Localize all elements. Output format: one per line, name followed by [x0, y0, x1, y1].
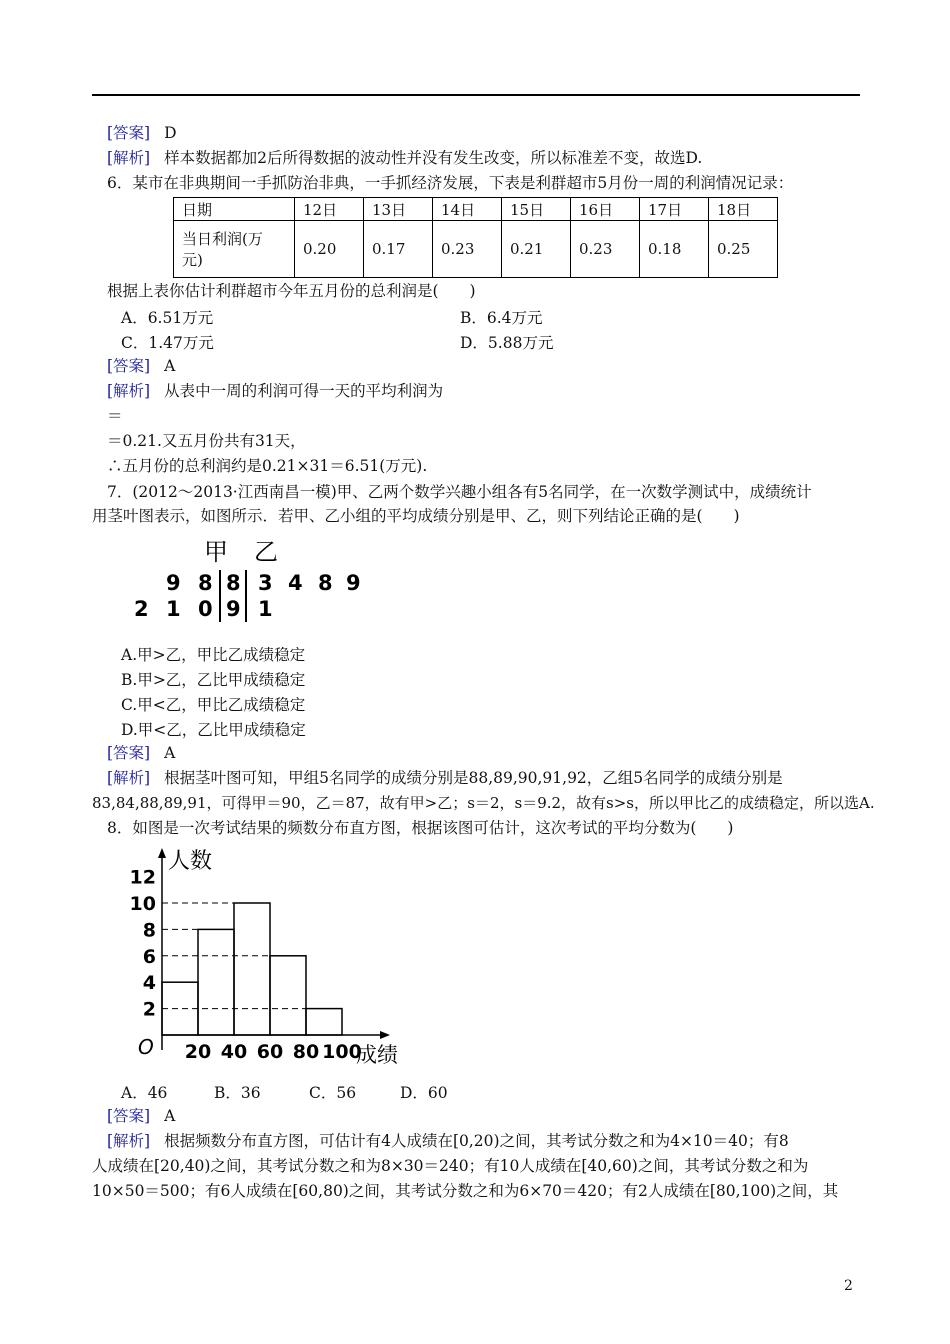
q6-question: 根据上表你估计利群超市今年五月份的总利润是( ): [107, 282, 476, 300]
y-axis-arrow-icon: [158, 848, 166, 858]
q8-analysis-text: 根据频数分布直方图，可估计有4人成绩在[0,20)之间，其考试分数之和为4×10＝40；有8: [164, 1132, 789, 1150]
q6-answer: A: [164, 357, 176, 375]
profit-table-value-row: [174, 221, 778, 278]
header-rule: [92, 94, 860, 96]
answer-tag: [答案]: [107, 1107, 151, 1125]
table-cell: 0.23: [433, 221, 502, 278]
q5-analysis-line: [107, 148, 702, 168]
page-number: 2: [844, 1278, 853, 1294]
q8-analysis-line-2: 人成绩在[20,40)之间，其考试分数之和为8×30＝240；有10人成绩在[40,60)之间，其考试分数之和为: [92, 1157, 809, 1175]
leaf: 8: [318, 571, 333, 595]
q6-option-d: D．5.88万元: [460, 334, 554, 352]
table-row-label: [174, 221, 295, 278]
q6-analysis-text: 从表中一周的利润可得一天的平均利润为: [164, 382, 444, 400]
leaf: 3: [258, 571, 273, 595]
leaf: 9: [346, 571, 361, 595]
stem: 8: [226, 571, 241, 595]
q8-answer: A: [164, 1107, 176, 1125]
stem-leaf-plot: [120, 530, 380, 630]
x-tick-label: 80: [292, 1041, 320, 1063]
x-axis-label: 成绩: [356, 1043, 398, 1067]
y-tick-label: 10: [129, 893, 156, 915]
row-label-line-2: 元): [182, 251, 203, 269]
answer-tag: [答案]: [107, 744, 151, 762]
x-axis-arrow-icon: [380, 1031, 390, 1039]
stem-leaf-left-title: 甲: [204, 538, 228, 566]
leaf: 1: [258, 597, 273, 621]
x-tick-label: 100: [322, 1041, 362, 1063]
table-cell: 0.18: [640, 221, 709, 278]
histogram-bar: [270, 956, 306, 1035]
profit-table: [173, 197, 778, 278]
leaf: 8: [198, 571, 213, 595]
leaf: 0: [198, 597, 213, 621]
y-tick-label: 2: [142, 998, 156, 1021]
q7-option-a: A.甲>乙，甲比乙成绩稳定: [121, 646, 306, 664]
x-tick-label: 40: [220, 1041, 248, 1063]
leaf: 2: [134, 597, 149, 621]
q6-option-b: B．6.4万元: [460, 309, 543, 327]
q6-analysis-line-4: ∴五月份的总利润约是0.21×31＝6.51(万元).: [107, 457, 428, 475]
table-cell: 0.20: [295, 221, 364, 278]
row-label-line-1: 当日利润(万: [182, 230, 263, 248]
answer-tag: [答案]: [107, 357, 151, 375]
q6-analysis-line-3: ＝0.21.又五月份共有31天，: [107, 432, 306, 450]
analysis-tag: [解析]: [107, 1132, 151, 1150]
y-tick-label: 6: [142, 945, 156, 968]
q8-answer-line: [107, 1106, 175, 1126]
q8-stem: 8．如图是一次考试结果的频数分布直方图，根据该图可估计，这次考试的平均分数为( ): [107, 819, 734, 837]
profit-table-header-row: [174, 198, 778, 221]
q8-option-a: A．46: [121, 1084, 168, 1102]
table-cell: 15日: [502, 198, 571, 221]
analysis-tag: [解析]: [107, 769, 151, 787]
table-cell: 0.25: [709, 221, 778, 278]
analysis-tag: [解析]: [107, 382, 151, 400]
table-cell: 17日: [640, 198, 709, 221]
q5-analysis: 样本数据都加2后所得数据的波动性并没有发生改变，所以标准差不变，故选D.: [164, 149, 703, 167]
frequency-histogram: [120, 840, 420, 1070]
q8-option-b: B．36: [214, 1084, 261, 1102]
q8-analysis-line-3: 10×50＝500；有6人成绩在[60,80)之间，其考试分数之和为6×70＝420；有2人成绩在[80,100)之间，其: [92, 1182, 839, 1200]
q7-analysis-text: 根据茎叶图可知，甲组5名同学的成绩分别是88,89,90,91,92，乙组5名同学的成绩分别是: [164, 769, 783, 787]
table-cell: 16日: [571, 198, 640, 221]
q8-option-c: C．56: [309, 1084, 357, 1102]
answer-tag: [答案]: [107, 124, 151, 142]
q6-analysis-line-1: [107, 381, 443, 401]
q7-analysis-line-2: 83,84,88,89,91，可得甲＝90，乙＝87，故有甲>乙；s＝2，s＝9.2，故有s>s，所以甲比乙的成绩稳定，所以选A.: [92, 794, 875, 812]
table-cell: 12日: [295, 198, 364, 221]
q7-answer-line: [107, 743, 175, 763]
table-cell: 18日: [709, 198, 778, 221]
q7-stem-line-1: 7．(2012～2013·江西南昌一模)甲、乙两个数学兴趣小组各有5名同学，在一次数学测试中，成绩统计: [107, 483, 812, 501]
leaf: 4: [288, 571, 303, 595]
q6-answer-line: [107, 356, 175, 376]
table-cell: 14日: [433, 198, 502, 221]
histogram-bar: [234, 903, 270, 1035]
analysis-tag: [解析]: [107, 149, 151, 167]
x-tick-label: 60: [256, 1041, 284, 1063]
q8-analysis-line-1: [107, 1131, 789, 1151]
q7-option-c: C.甲<乙，甲比乙成绩稳定: [121, 696, 306, 714]
q7-answer: A: [164, 744, 176, 762]
q6-analysis-line-2: ＝: [107, 407, 123, 425]
table-cell: 0.23: [571, 221, 640, 278]
leaf: 1: [166, 597, 181, 621]
stem-leaf-right-title: 乙: [254, 538, 278, 566]
y-tick-label: 12: [129, 866, 156, 889]
x-tick-label: 20: [184, 1041, 212, 1063]
stem: 9: [226, 597, 241, 621]
q5-answer: D: [164, 124, 177, 142]
table-cell: 0.21: [502, 221, 571, 278]
q8-option-d: D．60: [400, 1084, 448, 1102]
q6-option-c: C．1.47万元: [121, 334, 214, 352]
q7-stem-line-2: 用茎叶图表示，如图所示．若甲、乙小组的平均成绩分别是甲、乙，则下列结论正确的是( ): [92, 507, 740, 525]
y-tick-label: 8: [142, 919, 156, 942]
q6-option-a: A．6.51万元: [121, 309, 214, 327]
q7-analysis-line-1: [107, 768, 783, 788]
q7-option-d: D.甲<乙，乙比甲成绩稳定: [121, 721, 306, 739]
origin-label: O: [138, 1035, 154, 1059]
y-tick-label: 4: [142, 972, 156, 995]
table-cell: 13日: [364, 198, 433, 221]
histogram-bar: [198, 929, 234, 1035]
table-cell: 0.17: [364, 221, 433, 278]
q5-answer-line: [107, 123, 177, 143]
table-cell: 日期: [174, 198, 295, 221]
q7-option-b: B.甲>乙，乙比甲成绩稳定: [121, 671, 306, 689]
leaf: 9: [166, 571, 181, 595]
y-axis-label: 人数: [168, 849, 213, 874]
histogram-bar: [306, 1009, 342, 1035]
q6-stem: 6．某市在非典期间一手抓防治非典，一手抓经济发展，下表是利群超市5月份一周的利润情况记录：: [107, 174, 794, 192]
